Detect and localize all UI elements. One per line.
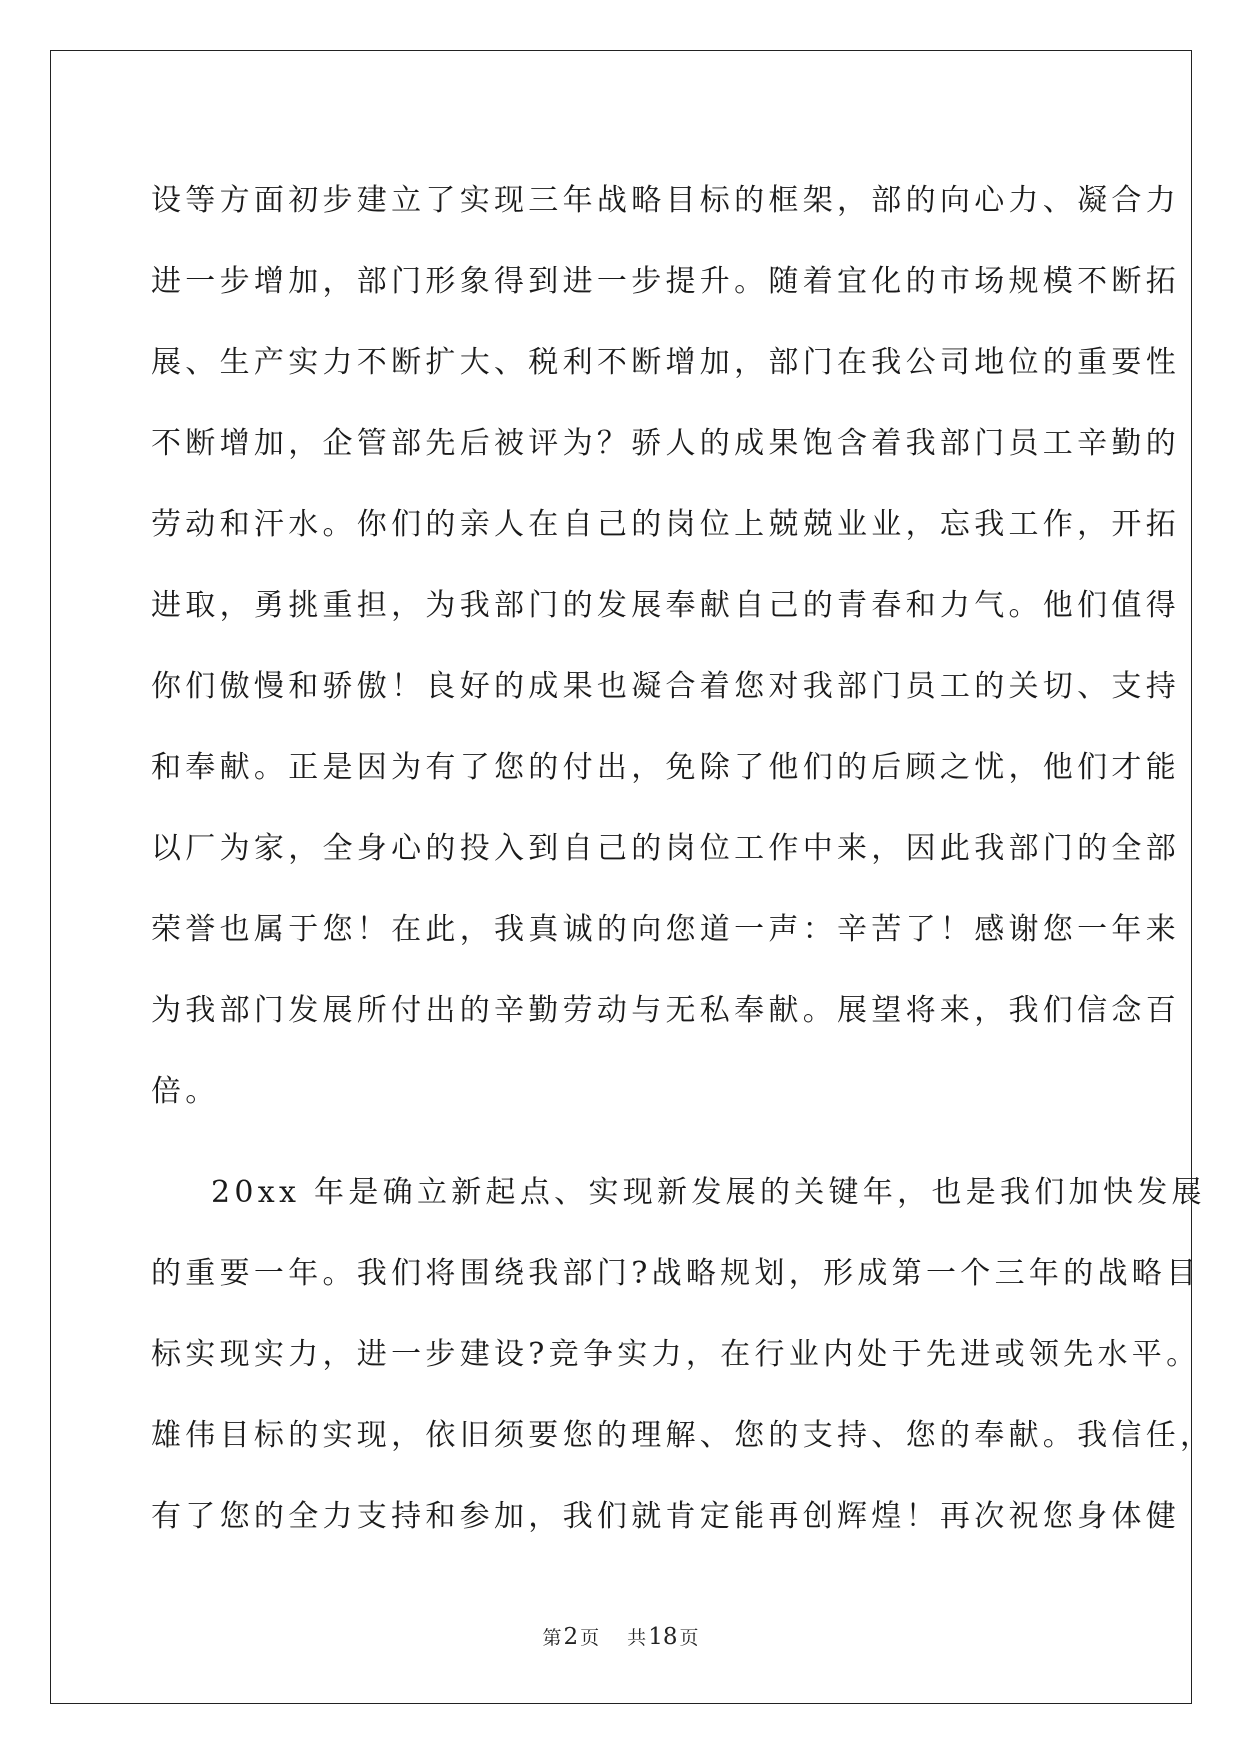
text-line: 雄伟目标的实现，依旧须要您的理解、您的支持、您的奉献。我信任， (151, 1418, 1215, 1453)
text-line: 有了您的全力支持和参加，我们就肯定能再创辉煌！再次祝您身体健 (151, 1499, 1180, 1534)
page-number: 2 (563, 1624, 579, 1650)
total-pages: 18 (648, 1624, 678, 1650)
page-footer (0, 1623, 1241, 1650)
text-line: 展、生产实力不断扩大、税利不断增加，部门在我公司地位的重要性 (151, 345, 1180, 380)
text-line: 和奉献。正是因为有了您的付出，免除了他们的后顾之忧，他们才能 (151, 750, 1180, 785)
text-line: 标实现实力，进一步建设?竞争实力，在行业内处于先进或领先水平。 (151, 1337, 1201, 1372)
text-line: 的重要一年。我们将围绕我部门?战略规划，形成第一个三年的战略目 (151, 1256, 1201, 1291)
text-line: 为我部门发展所付出的辛勤劳动与无私奉献。展望将来，我们信念百 (151, 993, 1180, 1028)
text-line: 设等方面初步建立了实现三年战略目标的框架，部的向心力、凝合力 (151, 183, 1180, 218)
text-line: 以厂为家，全身心的投入到自己的岗位工作中来，因此我部门的全部 (151, 831, 1180, 866)
text-line: 倍。 (151, 1074, 220, 1109)
total-label-prefix: 共 (627, 1627, 647, 1649)
text-line: 劳动和汗水。你们的亲人在自己的岗位上兢兢业业，忘我工作，开拓 (151, 507, 1180, 542)
text-line: 进取，勇挑重担，为我部门的发展奉献自己的青春和力气。他们值得 (151, 588, 1180, 623)
page-label-prefix: 第 (542, 1627, 562, 1649)
paragraph-first-line: 20xx 年是确立新起点、实现新发展的关键年，也是我们加快发展 (211, 1175, 1206, 1210)
document-body (151, 160, 1215, 1557)
text-line: 荣誉也属于您！在此，我真诚的向您道一声：辛苦了！感谢您一年来 (151, 912, 1180, 947)
text-line: 你们傲慢和骄傲！良好的成果也凝合着您对我部门员工的关切、支持 (151, 669, 1180, 704)
text-line: 不断增加，企管部先后被评为？骄人的成果饱含着我部门员工辛勤的 (151, 426, 1180, 461)
total-label-suffix: 页 (679, 1627, 699, 1649)
page-label-suffix: 页 (580, 1627, 600, 1649)
text-line: 进一步增加，部门形象得到进一步提升。随着宜化的市场规模不断拓 (151, 264, 1180, 299)
